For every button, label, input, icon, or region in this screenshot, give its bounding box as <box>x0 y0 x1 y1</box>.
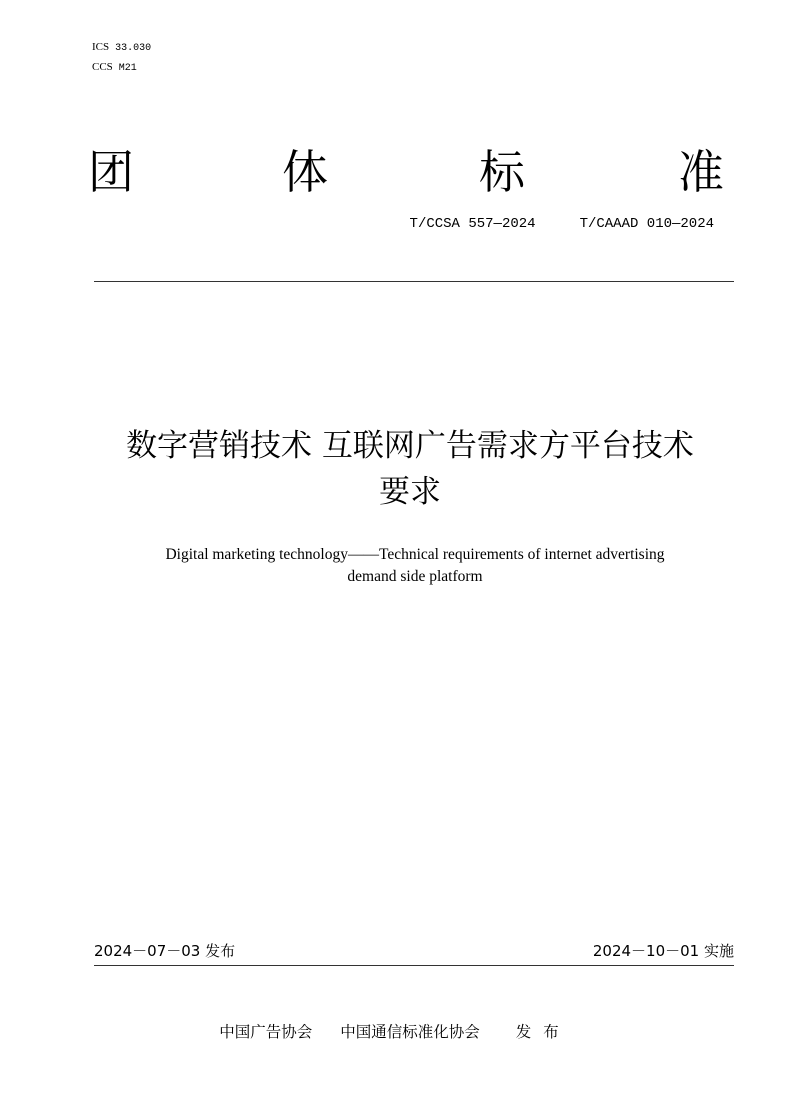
ics-label: ICS <box>92 41 110 53</box>
top-divider <box>94 281 734 282</box>
bottom-divider <box>94 965 734 966</box>
publish-date: 2024－07－03 发布 <box>94 942 236 960</box>
classification-codes <box>92 38 151 78</box>
ccs-line <box>92 58 151 78</box>
implementation-date: 2024－10－01 实施 <box>592 942 734 960</box>
english-title <box>80 544 750 588</box>
standard-type-char-4: 准 <box>678 145 724 199</box>
english-title-line-1: Digital marketing technology——Technical requirements of internet advertising <box>165 546 665 563</box>
publishers <box>0 1020 790 1042</box>
chinese-title-line-1: 数字营销技术 互联网广告需求方平台技术 <box>126 428 694 464</box>
ccs-code: M21 <box>118 63 137 74</box>
chinese-title <box>60 423 760 515</box>
ics-code: 33.030 <box>115 43 152 54</box>
standard-number-caaad: T/CAAAD 010—2024 <box>579 216 714 232</box>
ics-line <box>92 38 151 58</box>
standard-type-char-2: 体 <box>282 145 328 199</box>
chinese-title-line-2: 要求 <box>379 474 441 510</box>
standard-numbers <box>410 216 714 232</box>
standard-type-char-1: 团 <box>88 145 134 199</box>
ccs-label: CCS <box>92 61 113 73</box>
publisher-ccsa: 中国通信标准化协会 <box>340 1023 480 1041</box>
english-title-line-2: demand side platform <box>347 568 483 585</box>
standard-type-char-3: 标 <box>479 145 525 199</box>
issue-label: 发布 <box>515 1023 571 1041</box>
standard-number-ccsa: T/CCSA 557—2024 <box>409 216 536 232</box>
publisher-china-advertising-association: 中国广告协会 <box>219 1023 313 1041</box>
